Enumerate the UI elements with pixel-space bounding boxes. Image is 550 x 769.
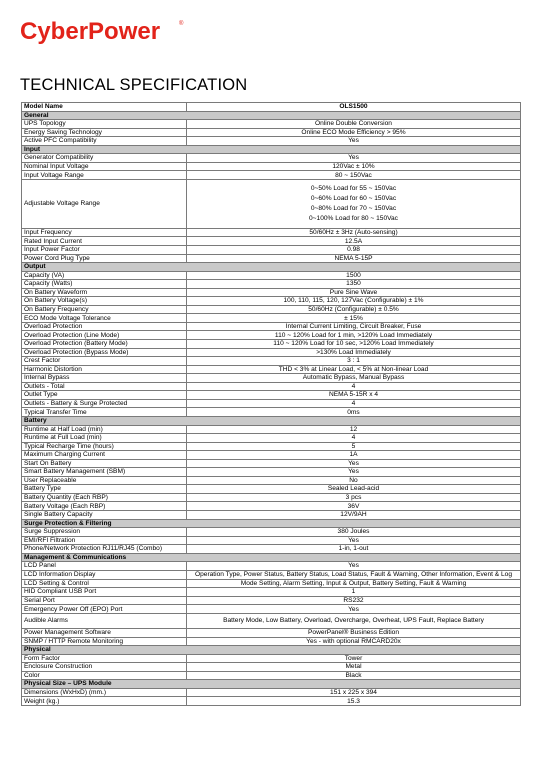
spec-value: Pure Sine Wave xyxy=(187,288,521,297)
spec-label: Input Voltage Range xyxy=(22,171,187,180)
table-row xyxy=(22,493,521,502)
spec-value: Automatic Bypass, Manual Bypass xyxy=(187,374,521,383)
spec-value: Metal xyxy=(187,663,521,672)
spec-label: Active PFC Compatibility xyxy=(22,137,187,146)
table-header-row xyxy=(22,103,521,112)
table-row xyxy=(22,697,521,706)
spec-value: 1500 xyxy=(187,271,521,280)
table-row xyxy=(22,246,521,255)
table-row xyxy=(22,254,521,263)
spec-label: On Battery Voltage(s) xyxy=(22,297,187,306)
spec-label: Capacity (Watts) xyxy=(22,280,187,289)
section-title: Management & Communications xyxy=(22,553,521,562)
section-title: Output xyxy=(22,263,521,272)
table-row xyxy=(22,442,521,451)
spec-label: Emergency Power Off (EPO) Port xyxy=(22,605,187,614)
spec-value: THD < 3% at Linear Load, < 5% at Non-linear Load xyxy=(187,365,521,374)
section-header-row xyxy=(22,553,521,562)
spec-value: 110 ~ 120% Load for 1 min, >120% Load Immediately xyxy=(187,331,521,340)
table-row xyxy=(22,451,521,460)
section-header-row xyxy=(22,111,521,120)
table-row xyxy=(22,605,521,614)
spec-label: Outlets - Battery & Surge Protected xyxy=(22,399,187,408)
spec-label: Nominal Input Voltage xyxy=(22,162,187,171)
spec-label: Internal Bypass xyxy=(22,374,187,383)
spec-table-body xyxy=(22,103,521,706)
spec-value: 50/60Hz (Configurable) ± 0.5% xyxy=(187,305,521,314)
spec-value: Yes xyxy=(187,137,521,146)
spec-value: Internal Current Limiting, Circuit Breaker, Fuse xyxy=(187,322,521,331)
spec-value-line: 0~60% Load for 60 ~ 150Vac xyxy=(310,194,397,202)
spec-label: Adjustable Voltage Range xyxy=(22,179,187,228)
spec-label: On Battery Frequency xyxy=(22,305,187,314)
spec-value: Sealed Lead-acid xyxy=(187,485,521,494)
spec-label: Smart Battery Management (SBM) xyxy=(22,468,187,477)
spec-value: 15.3 xyxy=(187,697,521,706)
spec-label: LCD Information Display xyxy=(22,570,187,579)
table-row xyxy=(22,305,521,314)
section-title: Physical xyxy=(22,646,521,655)
table-row xyxy=(22,562,521,571)
spec-value: Yes - with optional RMCARD20x xyxy=(187,637,521,646)
table-row xyxy=(22,613,521,628)
spec-label: Rated Input Current xyxy=(22,237,187,246)
spec-label: Input Power Factor xyxy=(22,246,187,255)
spec-label: Surge Suppression xyxy=(22,528,187,537)
section-header-row xyxy=(22,263,521,272)
spec-value-line: 0~100% Load for 80 ~ 150Vac xyxy=(309,214,398,222)
table-row xyxy=(22,663,521,672)
brand-name: CyberPower xyxy=(20,18,161,44)
spec-value: 1A xyxy=(187,451,521,460)
table-row xyxy=(22,391,521,400)
table-row xyxy=(22,228,521,237)
model-name-value: OLS1500 xyxy=(187,103,521,112)
table-row xyxy=(22,171,521,180)
spec-value: 110 ~ 120% Load for 10 sec, >120% Load Immediately xyxy=(187,340,521,349)
section-header-row xyxy=(22,680,521,689)
table-row xyxy=(22,322,521,331)
spec-label: Phone/Network Protection RJ11/RJ45 (Combo) xyxy=(22,545,187,554)
spec-value: 380 Joules xyxy=(187,528,521,537)
table-row xyxy=(22,671,521,680)
section-title: Input xyxy=(22,145,521,154)
table-row xyxy=(22,485,521,494)
spec-value: 3 pcs xyxy=(187,493,521,502)
spec-label: Outlet Type xyxy=(22,391,187,400)
spec-label: Battery Voltage (Each RBP) xyxy=(22,502,187,511)
spec-value: 100, 110, 115, 120, 127Vac (Configurable) ± 1% xyxy=(187,297,521,306)
spec-value: 120Vac ± 10% xyxy=(187,162,521,171)
table-row xyxy=(22,637,521,646)
table-row xyxy=(22,288,521,297)
table-row xyxy=(22,137,521,146)
table-row xyxy=(22,348,521,357)
spec-label: Runtime at Full Load (min) xyxy=(22,434,187,443)
spec-value: 12 xyxy=(187,425,521,434)
table-row xyxy=(22,382,521,391)
table-row xyxy=(22,120,521,129)
spec-value: NEMA 5-15R x 4 xyxy=(187,391,521,400)
spec-label: On Battery Waveform xyxy=(22,288,187,297)
model-name-label: Model Name xyxy=(22,103,187,112)
spec-label: Generator Compatibility xyxy=(22,154,187,163)
table-row xyxy=(22,528,521,537)
table-row xyxy=(22,357,521,366)
table-row xyxy=(22,536,521,545)
spec-label: LCD Setting & Control xyxy=(22,579,187,588)
section-title: Battery xyxy=(22,416,521,425)
table-row xyxy=(22,545,521,554)
spec-label: Outlets - Total xyxy=(22,382,187,391)
spec-value: 36V xyxy=(187,502,521,511)
spec-value: Yes xyxy=(187,605,521,614)
table-row xyxy=(22,459,521,468)
table-row xyxy=(22,237,521,246)
spec-value: 0ms xyxy=(187,408,521,417)
spec-value: 4 xyxy=(187,399,521,408)
spec-label: Start On Battery xyxy=(22,459,187,468)
spec-value: Online Double Conversion xyxy=(187,120,521,129)
spec-value: Black xyxy=(187,671,521,680)
spec-value: Tower xyxy=(187,654,521,663)
table-row xyxy=(22,128,521,137)
spec-value: 3 : 1 xyxy=(187,357,521,366)
spec-value: RS232 xyxy=(187,596,521,605)
spec-label: Power Management Software xyxy=(22,628,187,637)
spec-label: Single Battery Capacity xyxy=(22,510,187,519)
spec-label: Battery Type xyxy=(22,485,187,494)
spec-label: Input Frequency xyxy=(22,228,187,237)
spec-value: 12.5A xyxy=(187,237,521,246)
table-row xyxy=(22,399,521,408)
spec-value: NEMA 5-15P xyxy=(187,254,521,263)
spec-label: Overload Protection xyxy=(22,322,187,331)
section-header-row xyxy=(22,519,521,528)
spec-label: ECO Mode Voltage Tolerance xyxy=(22,314,187,323)
spec-label: Overload Protection (Bypass Mode) xyxy=(22,348,187,357)
spec-table xyxy=(21,102,521,706)
spec-value: >130% Load Immediately xyxy=(187,348,521,357)
table-row xyxy=(22,179,521,228)
table-row xyxy=(22,425,521,434)
table-row xyxy=(22,468,521,477)
spec-value: Yes xyxy=(187,459,521,468)
spec-label: Typical Transfer Time xyxy=(22,408,187,417)
spec-value-line: 0~50% Load for 55 ~ 150Vac xyxy=(310,184,397,192)
table-row xyxy=(22,628,521,637)
table-row xyxy=(22,579,521,588)
section-title: Surge Protection & Filtering xyxy=(22,519,521,528)
section-title: General xyxy=(22,111,521,120)
spec-value: 50/60Hz ± 3Hz (Auto-sensing) xyxy=(187,228,521,237)
table-row xyxy=(22,570,521,579)
spec-label: Dimensions (WxHxD) (mm.) xyxy=(22,688,187,697)
table-row xyxy=(22,340,521,349)
table-row xyxy=(22,162,521,171)
spec-label: Audible Alarms xyxy=(22,613,187,628)
trademark-mark: ® xyxy=(179,21,184,27)
spec-value: Yes xyxy=(187,562,521,571)
table-row xyxy=(22,688,521,697)
table-row xyxy=(22,654,521,663)
spec-value: Yes xyxy=(187,468,521,477)
table-row xyxy=(22,280,521,289)
spec-value: PowerPanel® Business Edition xyxy=(187,628,521,637)
spec-label: UPS Topology xyxy=(22,120,187,129)
spec-value: Mode Setting, Alarm Setting, Input & Output, Battery Setting, Fault & Warning xyxy=(187,579,521,588)
table-row xyxy=(22,365,521,374)
table-row xyxy=(22,596,521,605)
spec-label: Capacity (VA) xyxy=(22,271,187,280)
table-row xyxy=(22,314,521,323)
spec-value: ± 15% xyxy=(187,314,521,323)
table-row xyxy=(22,476,521,485)
spec-value xyxy=(187,179,521,228)
spec-label: EMI/RFI Filtration xyxy=(22,536,187,545)
document-title: TECHNICAL SPECIFICATION xyxy=(20,76,248,94)
spec-label: Crest Factor xyxy=(22,357,187,366)
table-row xyxy=(22,374,521,383)
spec-label: SNMP / HTTP Remote Monitoring xyxy=(22,637,187,646)
spec-value: 5 xyxy=(187,442,521,451)
spec-value: Yes xyxy=(187,154,521,163)
spec-label: Weight (kg.) xyxy=(22,697,187,706)
spec-label: LCD Panel xyxy=(22,562,187,571)
spec-value: 151 x 225 x 394 xyxy=(187,688,521,697)
spec-value: Yes xyxy=(187,536,521,545)
spec-value: 1 xyxy=(187,588,521,597)
spec-label: HID Compliant USB Port xyxy=(22,588,187,597)
spec-label: Power Cord Plug Type xyxy=(22,254,187,263)
spec-label: Overload Protection (Battery Mode) xyxy=(22,340,187,349)
spec-label: Serial Port xyxy=(22,596,187,605)
spec-label: Typical Recharge Time (hours) xyxy=(22,442,187,451)
table-row xyxy=(22,154,521,163)
table-row xyxy=(22,271,521,280)
section-header-row xyxy=(22,416,521,425)
table-row xyxy=(22,408,521,417)
spec-value: 4 xyxy=(187,434,521,443)
spec-value: Online ECO Mode Efficiency > 95% xyxy=(187,128,521,137)
spec-label: Runtime at Half Load (min) xyxy=(22,425,187,434)
spec-label: Battery Quantity (Each RBP) xyxy=(22,493,187,502)
spec-value: 0.98 xyxy=(187,246,521,255)
table-row xyxy=(22,502,521,511)
brand-logo xyxy=(20,18,185,44)
spec-value: 12V/9AH xyxy=(187,510,521,519)
spec-label: Maximum Charging Current xyxy=(22,451,187,460)
spec-label: Form Factor xyxy=(22,654,187,663)
spec-label: Overload Protection (Line Mode) xyxy=(22,331,187,340)
spec-value: 1-in, 1-out xyxy=(187,545,521,554)
spec-label: User Replaceable xyxy=(22,476,187,485)
table-row xyxy=(22,297,521,306)
table-row xyxy=(22,331,521,340)
spec-value: 4 xyxy=(187,382,521,391)
table-row xyxy=(22,588,521,597)
spec-value-line: 0~80% Load for 70 ~ 150Vac xyxy=(310,204,397,212)
section-header-row xyxy=(22,646,521,655)
spec-value: Operation Type, Power Status, Battery Status, Load Status, Fault & Warning, Other Information, Event & Log xyxy=(187,570,521,579)
spec-value: 1350 xyxy=(187,280,521,289)
spec-label: Energy Saving Technology xyxy=(22,128,187,137)
spec-label: Enclosure Construction xyxy=(22,663,187,672)
spec-label: Harmonic Distortion xyxy=(22,365,187,374)
spec-value: 80 ~ 150Vac xyxy=(187,171,521,180)
spec-value: Battery Mode, Low Battery, Overload, Overcharge, Overheat, UPS Fault, Replace Battery xyxy=(187,613,521,628)
spec-label: Color xyxy=(22,671,187,680)
table-row xyxy=(22,434,521,443)
table-row xyxy=(22,510,521,519)
section-header-row xyxy=(22,145,521,154)
section-title: Physical Size – UPS Module xyxy=(22,680,521,689)
spec-value: No xyxy=(187,476,521,485)
